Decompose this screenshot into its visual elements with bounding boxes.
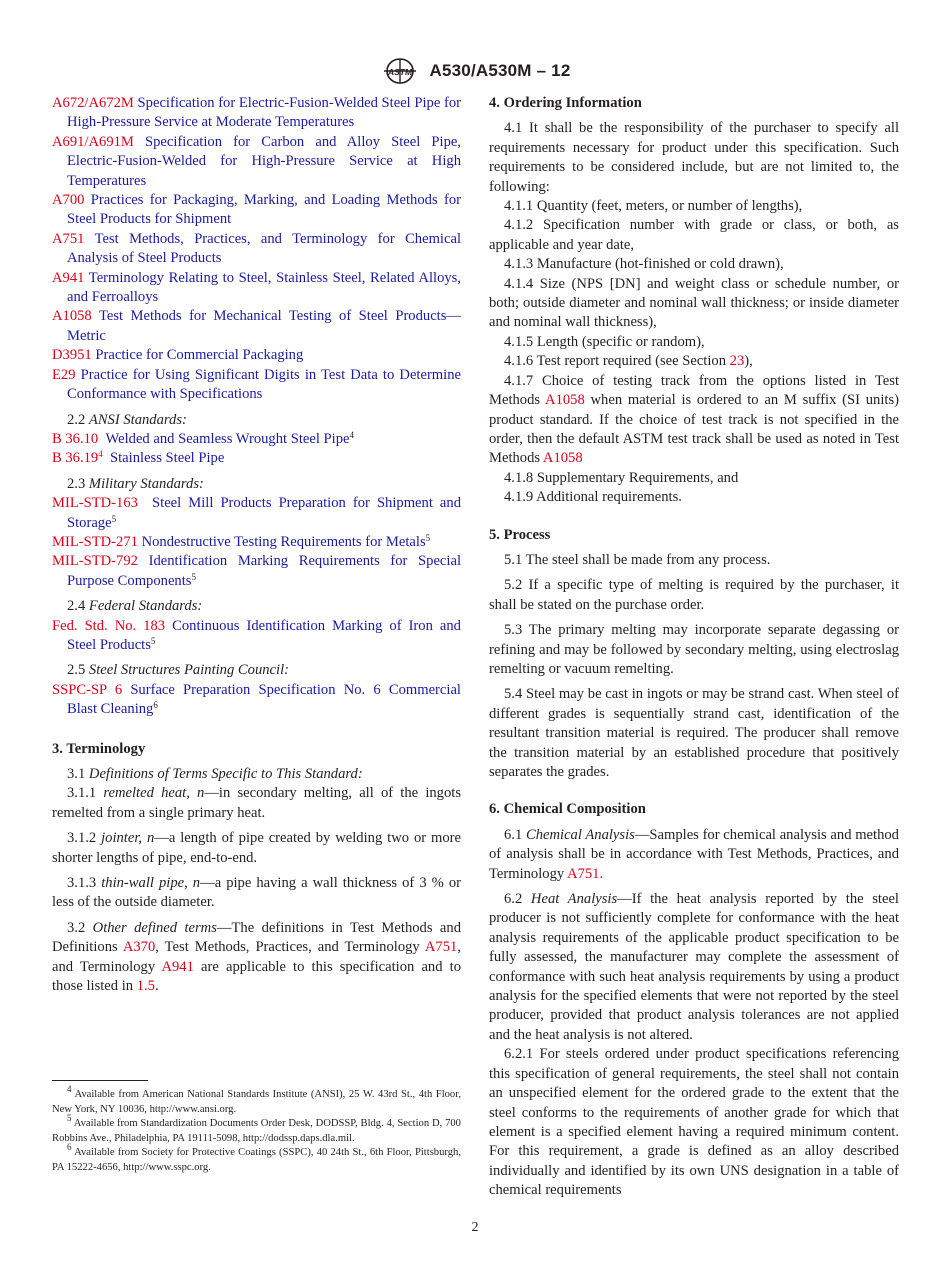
para-text: ),: [744, 353, 753, 370]
paragraph-5-3: 5.3 The primary melting may incorporate separate degassing or refining and may be followed by secondary melting, using electroslag remelting or vacuum remelting.: [489, 622, 899, 677]
reference-code[interactable]: Fed. Std. No. 183: [52, 617, 166, 634]
reference-title[interactable]: Nondestructive Testing Requirements for Metals: [141, 533, 426, 550]
section-label: Federal Standards:: [88, 598, 203, 615]
section-2-5-heading: [67, 661, 461, 680]
cross-reference-link[interactable]: A1058: [542, 450, 583, 467]
reference-code[interactable]: B 36.10: [52, 430, 99, 447]
defined-term: Chemical Analysis: [525, 826, 635, 843]
section-label: Military Standards:: [88, 475, 204, 492]
footnote-item: [52, 1113, 461, 1146]
footnote-item: [52, 1142, 461, 1175]
paragraph-4-1: 4.1 It shall be the responsibility of the purchaser to specify all requirements necessary for product under this specification. Such requirements to be considered include, but are not limited to, the following:: [489, 120, 899, 195]
paragraph-4-1-8: 4.1.8 Supplementary Requirements, and: [504, 469, 739, 486]
para-text: —a pipe having a wall thickness of 3 % or less of the outside diameter.: [52, 875, 462, 911]
reference-item: [52, 366, 461, 405]
para-text: 4.1.6 Test report required (see Section: [504, 353, 730, 370]
reference-title[interactable]: Surface Preparation Specification No. 6 Commercial Blast Cleaning: [67, 681, 461, 718]
section-6-heading: 6. Chemical Composition: [489, 801, 646, 818]
reference-list-astm: [52, 94, 461, 405]
footnote-marker: 4: [98, 449, 103, 460]
reference-item: [52, 449, 461, 468]
section-label: ANSI Standards:: [88, 411, 187, 428]
reference-title[interactable]: Steel Mill Products Preparation for Shipment and Storage: [67, 495, 462, 531]
footnote-marker: 5: [150, 635, 156, 646]
footnote-text: Available from Society for Protective Coatings (SSPC), 40 24th St., 6th Floor, Pittsburgh, PA 15222-4656, http://www.sspc.org.: [52, 1147, 461, 1173]
cross-reference-link[interactable]: A751.: [567, 865, 604, 882]
section-number: 2.4: [67, 598, 86, 615]
footnote-marker: 5: [111, 513, 117, 524]
page-header: [0, 58, 950, 84]
defined-term: jointer, n: [101, 830, 155, 847]
para-number: 3.1.2: [67, 830, 97, 847]
paragraph-4-1-1: 4.1.1 Quantity (feet, meters, or number of lengths),: [504, 198, 803, 215]
para-text: —If the heat analysis reported by the steel producer is not sufficiently complete for conformance with the heat analysis requirements of the applicable product specification to be fully assessed, the manufacturer may complete the assessment of conformance with such heat analysis requirements by using a product analysis for the specified elements that were not reported by the steel producer, provided that product analysis tolerances are not applied and the heat analysis is not altered.: [489, 891, 899, 1043]
svg-text:ASTM: ASTM: [387, 67, 412, 77]
footnote-number: 6: [67, 1142, 72, 1152]
paragraph-4-1-6: [489, 352, 899, 371]
reference-title[interactable]: Practices for Packaging, Marking, and Loading Methods for Steel Products for Shipment: [67, 192, 461, 228]
paragraph-6-1: [489, 826, 899, 884]
para-number: 6.1: [504, 826, 523, 843]
footnote-marker: 6: [153, 700, 158, 711]
paragraph-5-1: 5.1 The steel shall be made from any process.: [504, 551, 771, 568]
paragraph-4-1-7: [489, 372, 899, 469]
reference-title[interactable]: Welded and Seamless Wrought Steel Pipe: [105, 430, 350, 447]
reference-item: [52, 94, 461, 133]
footnote-text: Available from Standardization Documents Order Desk, DODSSP, Bldg. 4, Section D, 700 Robbins Ave., Philadelphia, PA 19111-5098, http://dodssp.daps.dla.mil.: [52, 1118, 461, 1144]
section-number: 2.5: [67, 662, 86, 679]
astm-logo-icon: [380, 58, 420, 84]
para-number: 3.1.3: [67, 875, 97, 892]
reference-item: [52, 681, 461, 720]
cross-reference-link[interactable]: A941: [161, 958, 194, 975]
footnote-item: [52, 1084, 461, 1117]
reference-title[interactable]: Stainless Steel Pipe: [110, 450, 225, 467]
para-number: 3.1: [67, 766, 86, 782]
paragraph-6-2-1: 6.2.1 For steels ordered under product specifications referencing this specification of general requirements, the steel shall not contain an unspecified element for the ordered grade to the extent that the steel conforms to the requirements of another grade for which that element is a specified element having a required minimum content. For this requirement, a grade is defined as an alloy described individually and identified by its own UNS designation in a table of chemical requirements: [489, 1046, 899, 1199]
section-5-heading: 5. Process: [489, 526, 551, 543]
paragraph-4-1-2: 4.1.2 Specification number with grade or class, or both, as applicable and year date,: [489, 217, 899, 253]
para-text: —in secondary melting, all of the ingots remelted from a single primary heat.: [52, 785, 461, 821]
paragraph-3-1: [52, 765, 461, 784]
reference-item: [52, 494, 461, 533]
defined-term: Other defined terms: [92, 919, 217, 936]
section-2-2-heading: [67, 411, 461, 430]
reference-code[interactable]: A691/A691M: [52, 133, 134, 150]
paragraph-4-1-3: 4.1.3 Manufacture (hot-finished or cold drawn),: [504, 256, 784, 273]
section-number: 2.2: [67, 411, 86, 428]
cross-reference-link[interactable]: 23: [729, 353, 745, 370]
reference-title[interactable]: Test Methods for Mechanical Testing of Steel Products—Metric: [67, 308, 462, 344]
reference-item: [52, 230, 461, 269]
footnote-text: Available from American National Standards Institute (ANSI), 25 W. 43rd St., 4th Floor, New York, NY 10036, http://www.ansi.org.: [52, 1089, 461, 1115]
reference-code[interactable]: A672/A672M: [52, 95, 134, 111]
para-number: 3.1.1: [67, 785, 97, 802]
defined-term: Heat Analysis: [530, 891, 618, 908]
reference-code[interactable]: B 36.19: [52, 450, 99, 467]
reference-code[interactable]: A1058: [52, 308, 92, 325]
cross-reference-link[interactable]: A370: [122, 939, 156, 956]
footnote-divider: [52, 1080, 148, 1081]
footnote-number: 4: [67, 1084, 72, 1094]
paragraph-4-1-5: 4.1.5 Length (specific or random),: [504, 333, 705, 350]
section-3-heading: 3. Terminology: [52, 740, 146, 757]
paragraph-3-1-2: [52, 829, 461, 868]
section-2-4-heading: [67, 597, 461, 616]
reference-title[interactable]: Terminology Relating to Steel, Stainless Steel, Related Alloys, and Ferroalloys: [67, 269, 461, 306]
footnote-marker: 5: [191, 571, 196, 582]
reference-title[interactable]: Continuous Identification Marking of Iron and Steel Products: [67, 617, 461, 653]
reference-title[interactable]: Specification for Electric-Fusion-Welded Steel Pipe for High-Pressure Service at Moderate Temperatures: [67, 95, 461, 131]
para-text: —The definitions in Test Methods and Definitions: [52, 919, 461, 956]
section-number: 2.3: [67, 475, 86, 492]
paragraph-3-2: [52, 919, 461, 997]
reference-title[interactable]: Practice for Using Significant Digits in Test Data to Determine Conformance with Specifications: [67, 366, 461, 403]
section-label: Steel Structures Painting Council:: [88, 662, 290, 679]
reference-item: [52, 430, 461, 449]
para-text: are applicable to this specification and to those listed in: [52, 958, 461, 995]
reference-code[interactable]: SSPC-SP 6: [52, 681, 123, 698]
page-number: 2: [471, 1220, 479, 1235]
para-text: , Test Methods, Practices, and Terminology: [155, 939, 425, 956]
reference-title[interactable]: Identification Marking Requirements for Special Purpose Components: [67, 553, 461, 589]
reference-title[interactable]: Specification for Carbon and Alloy Steel Pipe, Electric-Fusion-Welded for High-Pressure Service at High Temperatures: [67, 133, 461, 189]
para-text: 4.1.7 Choice of testing track from the options listed in Test Methods: [489, 372, 899, 409]
para-number: 3.2: [67, 919, 86, 936]
reference-code[interactable]: MIL-STD-271: [52, 533, 138, 550]
reference-code[interactable]: MIL-STD-792: [52, 553, 138, 570]
reference-title[interactable]: Practice for Commercial Packaging: [95, 347, 304, 364]
reference-item: [52, 552, 461, 591]
paragraph-5-2: 5.2 If a specific type of melting is required by the purchaser, it shall be stated on the purchase order.: [489, 577, 899, 613]
section-2-3-heading: [67, 475, 461, 494]
paragraph-5-4: 5.4 Steel may be cast in ingots or may be strand cast. When steel of different grades is sequentially strand cast, identification of the resultant transition material is required. The producer shall remove the transition material by an established procedure that positively separates the grades.: [489, 686, 899, 780]
left-column: [52, 94, 461, 996]
footnote-number: 5: [67, 1113, 72, 1123]
cross-reference-link[interactable]: A1058: [545, 392, 585, 409]
right-column: [489, 94, 899, 1201]
footnotes: [52, 1084, 461, 1175]
document-designation: A530/A530M – 12: [429, 61, 571, 80]
reference-code[interactable]: E29: [52, 366, 76, 383]
paragraph-3-1-3: [52, 874, 461, 913]
cross-reference-link[interactable]: A751: [424, 939, 458, 956]
para-text: , and Terminology: [52, 939, 461, 975]
para-text: .: [154, 978, 159, 995]
reference-item: [52, 617, 461, 656]
para-text: —a length of pipe created by welding two or more shorter lengths of pipe, end-to-end.: [52, 830, 461, 866]
paragraph-6-2: [489, 890, 899, 1045]
para-text: —Samples for chemical analysis and method of analysis shall be in accordance with Test Methods, Practices, and Terminology: [489, 826, 899, 882]
para-text: when material is ordered to an M suffix (SI units) product standard. If the choice of test track is not specified in the order, then the default ASTM test track shall be used as noted in Test Methods: [489, 392, 899, 467]
reference-code[interactable]: MIL-STD-163: [52, 495, 138, 512]
reference-code[interactable]: A941: [52, 269, 85, 286]
paragraph-4-1-9: 4.1.9 Additional requirements.: [504, 489, 682, 506]
reference-title[interactable]: Test Methods, Practices, and Terminology for Chemical Analysis of Steel Products: [67, 230, 461, 267]
reference-item: [52, 133, 461, 191]
reference-item: [52, 346, 461, 365]
footnote-marker: 5: [425, 532, 431, 543]
cross-reference-link[interactable]: 1.5: [136, 978, 155, 995]
defined-term: thin-wall pipe, n: [101, 875, 201, 892]
footnote-marker: 4: [349, 429, 355, 440]
reference-item: [52, 269, 461, 308]
para-text: Definitions of Terms Specific to This Standard:: [88, 766, 363, 782]
reference-item: [52, 533, 461, 552]
section-4-heading: 4. Ordering Information: [489, 95, 642, 111]
reference-code[interactable]: A751: [52, 230, 85, 247]
reference-item: [52, 307, 461, 346]
reference-code[interactable]: A700: [52, 192, 85, 209]
reference-code[interactable]: D3951: [52, 347, 92, 364]
paragraph-4-1-4: 4.1.4 Size (NPS [DN] and weight class or schedule number, or both; outside diameter and nominal wall thickness; or inside diameter and nominal wall thickness),: [489, 275, 899, 331]
defined-term: remelted heat, n: [103, 785, 205, 802]
para-number: 6.2: [504, 891, 523, 908]
paragraph-3-1-1: [52, 784, 461, 823]
reference-item: [52, 191, 461, 230]
